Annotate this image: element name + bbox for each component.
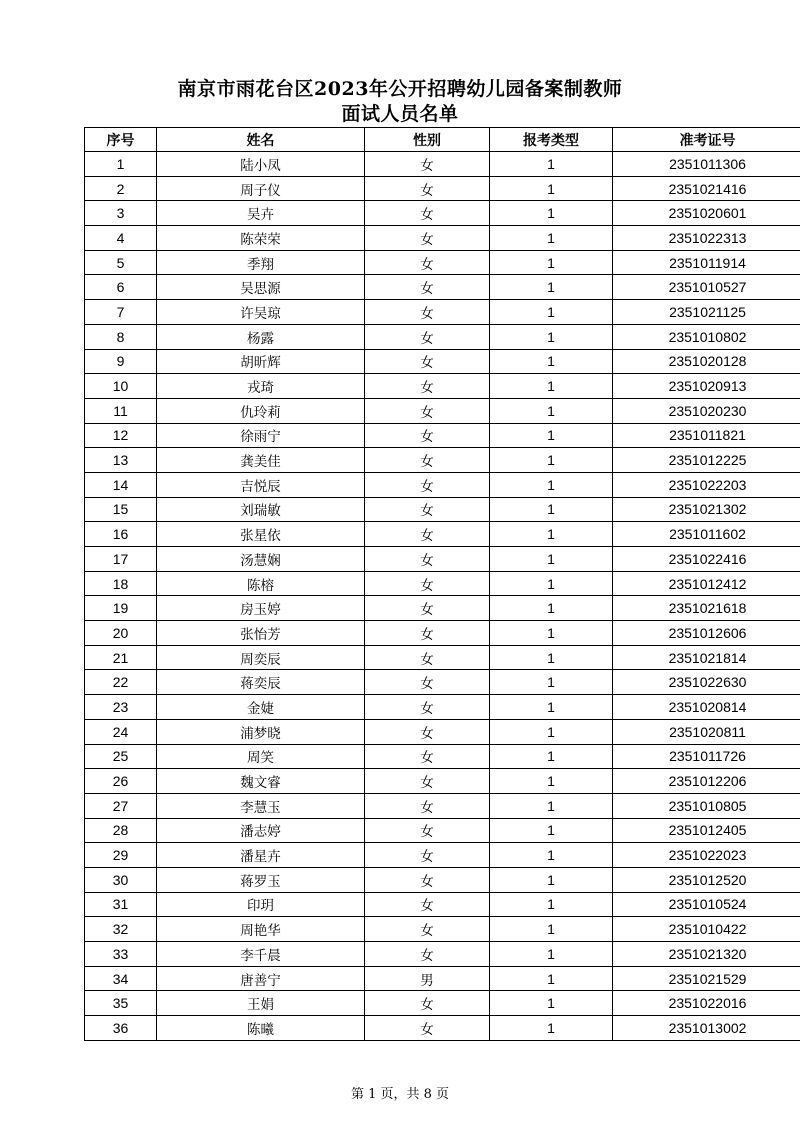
table-row (85, 966, 800, 991)
cell-name: 魏文睿 (157, 769, 365, 794)
cell-gender: 女 (365, 1016, 490, 1041)
cell-ticket-number: 2351020814 (613, 695, 800, 720)
cell-name: 陈荣荣 (157, 226, 365, 251)
cell-seq: 1 (85, 152, 157, 177)
cell-exam-type: 1 (490, 201, 613, 226)
table-row (85, 324, 800, 349)
cell-exam-type: 1 (490, 670, 613, 695)
table-row (85, 818, 800, 843)
cell-seq: 3 (85, 201, 157, 226)
cell-exam-type: 1 (490, 398, 613, 423)
table-row (85, 448, 800, 473)
cell-name: 蒋奕辰 (157, 670, 365, 695)
cell-name: 潘志婷 (157, 818, 365, 843)
cell-seq: 10 (85, 374, 157, 399)
cell-name: 陆小凤 (157, 152, 365, 177)
cell-name: 龚美佳 (157, 448, 365, 473)
cell-name: 仇玲莉 (157, 398, 365, 423)
cell-seq: 25 (85, 744, 157, 769)
cell-gender: 女 (365, 423, 490, 448)
cell-name: 浦梦晓 (157, 719, 365, 744)
cell-exam-type: 1 (490, 892, 613, 917)
cell-gender: 女 (365, 621, 490, 646)
cell-name: 周子仪 (157, 176, 365, 201)
cell-exam-type: 1 (490, 942, 613, 967)
cell-seq: 13 (85, 448, 157, 473)
cell-ticket-number: 2351021125 (613, 300, 800, 325)
cell-gender: 女 (365, 324, 490, 349)
cell-gender: 女 (365, 571, 490, 596)
cell-seq: 28 (85, 818, 157, 843)
cell-name: 刘瑞敏 (157, 497, 365, 522)
table-row (85, 423, 800, 448)
cell-exam-type: 1 (490, 300, 613, 325)
document-subtitle: 面试人员名单 (341, 103, 459, 125)
cell-ticket-number: 2351011306 (613, 152, 800, 177)
cell-gender: 女 (365, 942, 490, 967)
cell-gender: 女 (365, 917, 490, 942)
table-row (85, 695, 800, 720)
table-row (85, 719, 800, 744)
cell-ticket-number: 2351021618 (613, 596, 800, 621)
interview-roster-table (84, 127, 800, 1041)
cell-name: 周笑 (157, 744, 365, 769)
cell-exam-type: 1 (490, 744, 613, 769)
cell-ticket-number: 2351010805 (613, 793, 800, 818)
cell-ticket-number: 2351011821 (613, 423, 800, 448)
cell-ticket-number: 2351020811 (613, 719, 800, 744)
cell-ticket-number: 2351012405 (613, 818, 800, 843)
table-row (85, 250, 800, 275)
cell-ticket-number: 2351020601 (613, 201, 800, 226)
cell-gender: 女 (365, 300, 490, 325)
header-gender: 性别 (365, 128, 490, 152)
table-row (85, 867, 800, 892)
cell-name: 唐善宁 (157, 966, 365, 991)
cell-name: 陈曦 (157, 1016, 365, 1041)
cell-ticket-number: 2351020128 (613, 349, 800, 374)
cell-ticket-number: 2351021320 (613, 942, 800, 967)
cell-exam-type: 1 (490, 1016, 613, 1041)
cell-seq: 14 (85, 472, 157, 497)
cell-exam-type: 1 (490, 152, 613, 177)
cell-seq: 31 (85, 892, 157, 917)
cell-exam-type: 1 (490, 818, 613, 843)
table-row (85, 645, 800, 670)
cell-exam-type: 1 (490, 226, 613, 251)
cell-seq: 15 (85, 497, 157, 522)
cell-seq: 4 (85, 226, 157, 251)
cell-seq: 11 (85, 398, 157, 423)
table-row (85, 522, 800, 547)
cell-name: 李千晨 (157, 942, 365, 967)
table-body (85, 152, 800, 1041)
cell-exam-type: 1 (490, 695, 613, 720)
cell-gender: 女 (365, 547, 490, 572)
cell-seq: 7 (85, 300, 157, 325)
cell-exam-type: 1 (490, 645, 613, 670)
table-row (85, 596, 800, 621)
table-row (85, 1016, 800, 1041)
cell-ticket-number: 2351022630 (613, 670, 800, 695)
cell-seq: 33 (85, 942, 157, 967)
cell-seq: 20 (85, 621, 157, 646)
table-row (85, 670, 800, 695)
cell-gender: 女 (365, 670, 490, 695)
cell-exam-type: 1 (490, 522, 613, 547)
cell-exam-type: 1 (490, 250, 613, 275)
cell-name: 徐雨宁 (157, 423, 365, 448)
cell-seq: 29 (85, 843, 157, 868)
cell-gender: 女 (365, 769, 490, 794)
cell-name: 周奕辰 (157, 645, 365, 670)
cell-seq: 12 (85, 423, 157, 448)
table-row (85, 226, 800, 251)
cell-name: 王娟 (157, 991, 365, 1016)
cell-gender: 女 (365, 719, 490, 744)
cell-exam-type: 1 (490, 966, 613, 991)
table-row (85, 744, 800, 769)
cell-seq: 36 (85, 1016, 157, 1041)
cell-gender: 女 (365, 793, 490, 818)
cell-name: 胡昕辉 (157, 349, 365, 374)
cell-seq: 9 (85, 349, 157, 374)
cell-name: 汤慧娴 (157, 547, 365, 572)
cell-ticket-number: 2351020913 (613, 374, 800, 399)
cell-gender: 女 (365, 176, 490, 201)
cell-ticket-number: 2351012520 (613, 867, 800, 892)
cell-gender: 女 (365, 275, 490, 300)
cell-gender: 女 (365, 374, 490, 399)
cell-name: 张怡芳 (157, 621, 365, 646)
cell-ticket-number: 2351011726 (613, 744, 800, 769)
cell-ticket-number: 2351021302 (613, 497, 800, 522)
table-row (85, 917, 800, 942)
table-row (85, 398, 800, 423)
cell-seq: 6 (85, 275, 157, 300)
cell-ticket-number: 2351021814 (613, 645, 800, 670)
cell-exam-type: 1 (490, 867, 613, 892)
cell-name: 周艳华 (157, 917, 365, 942)
cell-name: 印玥 (157, 892, 365, 917)
cell-exam-type: 1 (490, 769, 613, 794)
cell-exam-type: 1 (490, 917, 613, 942)
cell-seq: 23 (85, 695, 157, 720)
table-row (85, 201, 800, 226)
cell-ticket-number: 2351010527 (613, 275, 800, 300)
cell-gender: 女 (365, 991, 490, 1016)
cell-seq: 30 (85, 867, 157, 892)
table-row (85, 793, 800, 818)
table-row (85, 991, 800, 1016)
cell-name: 杨露 (157, 324, 365, 349)
cell-gender: 女 (365, 472, 490, 497)
cell-gender: 女 (365, 867, 490, 892)
table-row (85, 843, 800, 868)
table-row (85, 472, 800, 497)
page-number: 第 1 页，共 8 页 (350, 1087, 450, 1102)
cell-ticket-number: 2351012412 (613, 571, 800, 596)
cell-ticket-number: 2351021416 (613, 176, 800, 201)
cell-gender: 女 (365, 201, 490, 226)
cell-gender: 女 (365, 744, 490, 769)
cell-ticket-number: 2351022023 (613, 843, 800, 868)
cell-seq: 27 (85, 793, 157, 818)
cell-exam-type: 1 (490, 991, 613, 1016)
cell-seq: 18 (85, 571, 157, 596)
table-row (85, 942, 800, 967)
cell-name: 蒋罗玉 (157, 867, 365, 892)
table-row (85, 300, 800, 325)
header-seq: 序号 (85, 128, 157, 152)
cell-ticket-number: 2351013002 (613, 1016, 800, 1041)
cell-gender: 女 (365, 152, 490, 177)
cell-gender: 女 (365, 645, 490, 670)
cell-gender: 女 (365, 892, 490, 917)
table-row (85, 497, 800, 522)
table-row (85, 571, 800, 596)
cell-exam-type: 1 (490, 719, 613, 744)
cell-seq: 17 (85, 547, 157, 572)
cell-gender: 女 (365, 250, 490, 275)
cell-seq: 35 (85, 991, 157, 1016)
cell-seq: 22 (85, 670, 157, 695)
cell-exam-type: 1 (490, 275, 613, 300)
cell-name: 李慧玉 (157, 793, 365, 818)
cell-gender: 女 (365, 349, 490, 374)
cell-seq: 19 (85, 596, 157, 621)
document-title: 南京市雨花台区2023年公开招聘幼儿园备案制教师 (177, 78, 623, 100)
cell-name: 陈榕 (157, 571, 365, 596)
table-row (85, 176, 800, 201)
cell-gender: 女 (365, 596, 490, 621)
header-name: 姓名 (157, 128, 365, 152)
table-row (85, 547, 800, 572)
cell-seq: 34 (85, 966, 157, 991)
cell-exam-type: 1 (490, 374, 613, 399)
cell-seq: 2 (85, 176, 157, 201)
cell-name: 许吴琼 (157, 300, 365, 325)
table-header-row (85, 128, 800, 152)
cell-gender: 女 (365, 843, 490, 868)
cell-ticket-number: 2351011602 (613, 522, 800, 547)
cell-name: 张星依 (157, 522, 365, 547)
cell-gender: 女 (365, 497, 490, 522)
cell-exam-type: 1 (490, 423, 613, 448)
cell-ticket-number: 2351022313 (613, 226, 800, 251)
cell-ticket-number: 2351012206 (613, 769, 800, 794)
cell-ticket-number: 2351022416 (613, 547, 800, 572)
cell-name: 金婕 (157, 695, 365, 720)
cell-ticket-number: 2351010802 (613, 324, 800, 349)
cell-gender: 女 (365, 448, 490, 473)
cell-name: 吉悦辰 (157, 472, 365, 497)
cell-exam-type: 1 (490, 621, 613, 646)
cell-seq: 32 (85, 917, 157, 942)
cell-ticket-number: 2351022203 (613, 472, 800, 497)
cell-exam-type: 1 (490, 547, 613, 572)
table-row (85, 374, 800, 399)
cell-gender: 女 (365, 695, 490, 720)
table-row (85, 892, 800, 917)
cell-name: 吴卉 (157, 201, 365, 226)
cell-ticket-number: 2351012606 (613, 621, 800, 646)
cell-exam-type: 1 (490, 448, 613, 473)
cell-exam-type: 1 (490, 843, 613, 868)
cell-seq: 16 (85, 522, 157, 547)
header-exam-type: 报考类型 (490, 128, 613, 152)
cell-name: 季翔 (157, 250, 365, 275)
cell-gender: 女 (365, 522, 490, 547)
cell-ticket-number: 2351010422 (613, 917, 800, 942)
cell-seq: 24 (85, 719, 157, 744)
cell-seq: 26 (85, 769, 157, 794)
table-row (85, 275, 800, 300)
cell-ticket-number: 2351010524 (613, 892, 800, 917)
table-row (85, 769, 800, 794)
cell-exam-type: 1 (490, 324, 613, 349)
header-ticket-number: 准考证号 (613, 128, 800, 152)
table-row (85, 621, 800, 646)
cell-gender: 女 (365, 818, 490, 843)
cell-name: 房玉婷 (157, 596, 365, 621)
cell-gender: 女 (365, 398, 490, 423)
cell-gender: 男 (365, 966, 490, 991)
cell-exam-type: 1 (490, 596, 613, 621)
cell-exam-type: 1 (490, 472, 613, 497)
cell-name: 戎琦 (157, 374, 365, 399)
cell-name: 潘星卉 (157, 843, 365, 868)
table-row (85, 152, 800, 177)
cell-ticket-number: 2351020230 (613, 398, 800, 423)
cell-seq: 21 (85, 645, 157, 670)
cell-ticket-number: 2351022016 (613, 991, 800, 1016)
cell-exam-type: 1 (490, 176, 613, 201)
cell-ticket-number: 2351011914 (613, 250, 800, 275)
cell-gender: 女 (365, 226, 490, 251)
cell-exam-type: 1 (490, 497, 613, 522)
cell-name: 吴思源 (157, 275, 365, 300)
cell-ticket-number: 2351021529 (613, 966, 800, 991)
cell-exam-type: 1 (490, 571, 613, 596)
cell-exam-type: 1 (490, 349, 613, 374)
cell-exam-type: 1 (490, 793, 613, 818)
cell-ticket-number: 2351012225 (613, 448, 800, 473)
cell-seq: 8 (85, 324, 157, 349)
cell-seq: 5 (85, 250, 157, 275)
table-row (85, 349, 800, 374)
